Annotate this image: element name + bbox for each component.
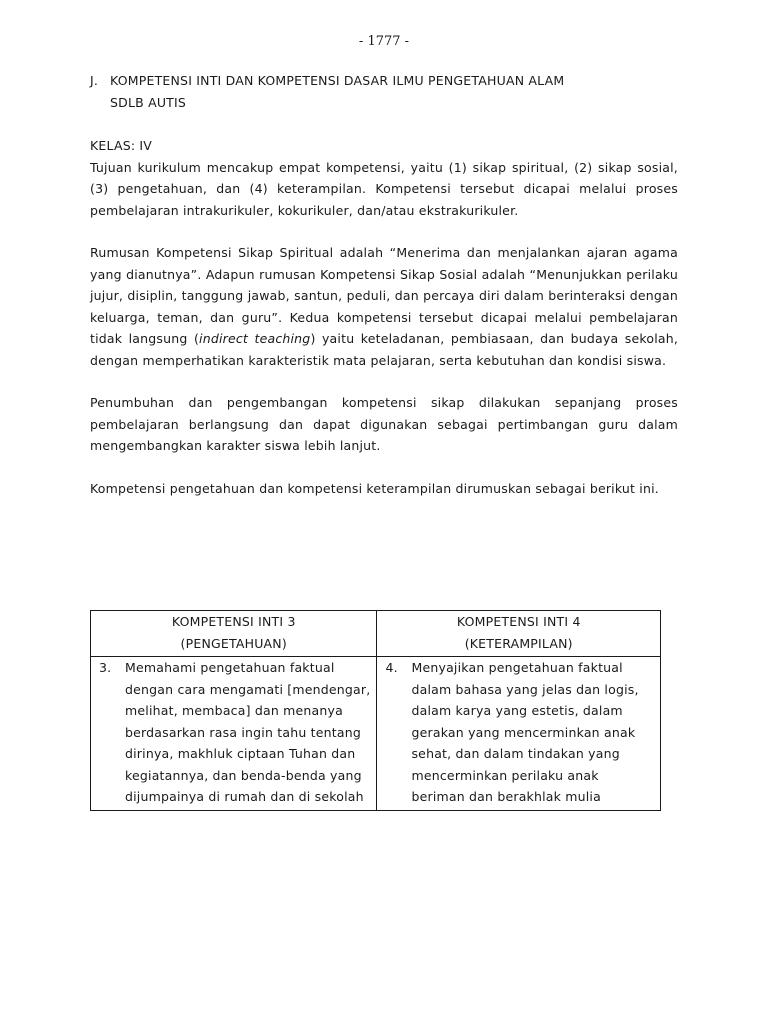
page-content xyxy=(90,70,678,499)
paragraph-intro-table: Kompetensi pengetahuan dan kompetensi keterampilan dirumuskan sebagai berikut ini. xyxy=(90,480,659,496)
table-header-row xyxy=(91,611,661,657)
ki4-item-text: Menyajikan pengetahuan faktual dalam bahasa yang jelas dan logis, dalam karya yang estetis, dalam gerakan yang mencerminkan anak sehat, dan dalam tindakan yang mencerminkan perilaku anak beriman dan berakhlak mulia xyxy=(411,660,639,804)
paragraph-text-part1: Rumusan Kompetensi Sikap Spiritual adalah “Menerima dan menjalankan ajaran agama yang dianutnya”. Adapun rumusan Kompetensi Sikap Sosial adalah “Menunjukkan perilaku jujur, disiplin, tanggung jawab, santun, peduli, dan percaya diri dalam berinteraksi dengan keluarga, teman, dan guru”. Kedua kompetensi tersebut dicapai melalui pembelajaran tidak langsung ( xyxy=(90,245,678,346)
section-heading xyxy=(90,70,678,113)
header-ki4-title: KOMPETENSI INTI 4 xyxy=(456,614,581,629)
competency-table xyxy=(90,610,661,811)
header-ki4 xyxy=(377,611,661,657)
header-ki3-subtitle: (PENGETAHUAN) xyxy=(180,635,287,651)
cell-ki3 xyxy=(91,657,377,811)
ki4-item xyxy=(385,657,654,808)
page-number: - 1777 - xyxy=(358,34,410,49)
ki3-item xyxy=(99,657,370,808)
section-title xyxy=(110,70,678,113)
paragraph-text-part2: ) yaitu keteladanan, pembiasaan, dan budaya sekolah, dengan memperhatikan karakteristik mata pelajaran, serta kebutuhan dan kondisi siswa. xyxy=(90,331,679,368)
ki4-item-number: 4. xyxy=(385,660,398,675)
section-title-line2: SDLB AUTIS xyxy=(110,94,187,110)
class-label: KELAS: IV xyxy=(90,138,153,153)
ki3-item-number: 3. xyxy=(99,660,112,675)
ki3-item-text: Memahami pengetahuan faktual dengan cara mengamati [mendengar, melihat, membaca] dan menanya berdasarkan rasa ingin tahu tentang dirinya, makhluk ciptaan Tuhan dan kegiatannya, dan benda-benda yang dijumpainya di rumah dan di sekolah xyxy=(125,660,371,804)
cell-ki4 xyxy=(377,657,661,811)
section-number: J. xyxy=(90,73,99,88)
paragraph-penumbuhan-sikap: Penumbuhan dan pengembangan kompetensi sikap dilakukan sepanjang proses pembelajaran berlangsung dan dapat digunakan sebagai pertimbangan guru dalam mengembangkan karakter siswa lebih lanjut. xyxy=(90,395,678,453)
paragraph-tujuan-kurikulum: Tujuan kurikulum mencakup empat kompetensi, yaitu (1) sikap spiritual, (2) sikap sosial, (3) pengetahuan, dan (4) keterampilan. Kompetensi tersebut dicapai melalui proses pembelajaran intrakurikuler, kokurikuler, dan/atau ekstrakurikuler. xyxy=(90,159,678,218)
paragraph-sikap-spiritual-sosial xyxy=(90,242,678,371)
section-title-line1: KOMPETENSI INTI DAN KOMPETENSI DASAR ILMU PENGETAHUAN ALAM xyxy=(110,73,565,88)
table-row xyxy=(91,657,661,811)
header-ki3-title: KOMPETENSI INTI 3 xyxy=(171,614,296,629)
header-ki3 xyxy=(91,611,377,657)
italic-term: indirect teaching xyxy=(199,331,311,346)
header-ki4-subtitle: (KETERAMPILAN) xyxy=(464,635,573,651)
